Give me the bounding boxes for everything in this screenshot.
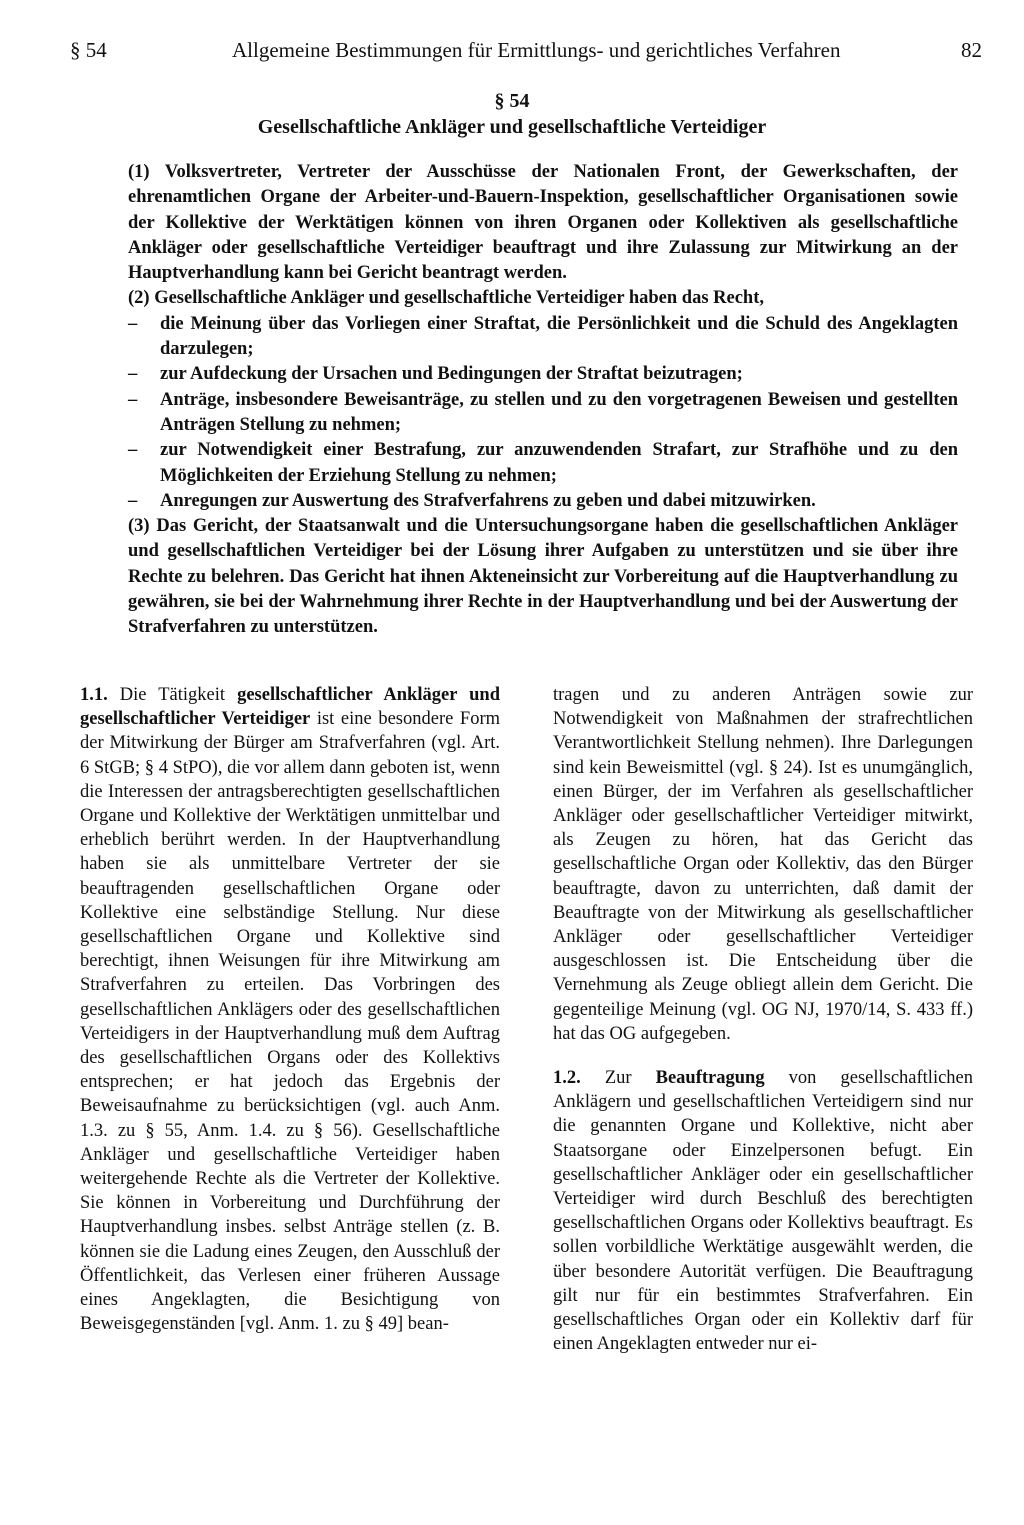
section-heading: Gesellschaftliche Ankläger und gesellschaftliche Verteidiger [257, 116, 767, 138]
note-number: 1.2. [553, 1068, 581, 1089]
running-header [0, 38, 1024, 68]
note-1-1 [80, 683, 500, 1336]
list-item-text: zur Aufdeckung der Ursachen und Bedingungen der Straftat beizutragen; [160, 364, 743, 385]
dash-bullet: – [128, 440, 138, 461]
list-item [128, 388, 958, 439]
list-item-text: zur Notwendigkeit einer Bestrafung, zur anzuwendenden Strafart, zur Strafhöhe und zu den Möglichkeiten der Erziehung Stellung zu nehmen; [160, 440, 958, 486]
list-item [128, 489, 958, 514]
list-item [128, 362, 958, 387]
note-keyword: gesellschaftlicher Ankläger und gesellschaftlicher Verteidiger [80, 685, 500, 730]
list-item-text: Anträge, insbesondere Beweisanträge, zu stellen und zu den vorgetragenen Beweisen und gestellten Anträgen Stellung zu nehmen; [160, 389, 958, 435]
dash-bullet: – [128, 313, 138, 334]
statute-text [128, 160, 958, 641]
note-lead: Die Tätigkeit [107, 685, 238, 705]
statute-paragraph-1: (1) Volksvertreter, Vertreter der Ausschüsse der Nationalen Front, der Gewerkschaften, der ehrenamtlichen Organe der Arbeiter-und-Bauern-Inspektion, gesellschaftlicher Organisationen sowie der Kollektive der Werktätigen können von ihren Organen oder Kollektiven als gesellschaftliche Ankläger oder gesellschaftliche Verteidiger beauftragt und ihre Zulassung zur Mitwirkung an der Hauptverhandlung kann bei Gericht beantragt werden. [128, 162, 958, 284]
statute-paragraph-3: (3) Das Gericht, der Staatsanwalt und die Untersuchungsorgane haben die gesellschaftlichen Ankläger und gesellschaftlichen Verteidiger bei der Lösung ihrer Aufgaben zu unterstützen und sie über ihre Rechte zu belehren. Das Gericht hat ihnen Akteneinsicht zur Vorbereitung auf die Hauptverhandlung zu gewähren, sie bei der Wahrnehmung ihrer Rechte in der Hauptverhandlung und bei der Auswertung der Strafverfahren zu unterstützen. [128, 516, 958, 638]
rights-list [128, 312, 958, 514]
section-title [0, 88, 1024, 140]
header-running-title: Allgemeine Bestimmungen für Ermittlungs- und gerichtliches Verfahren [232, 38, 841, 62]
commentary-right-column [553, 683, 973, 1356]
list-item [128, 438, 958, 489]
dash-bullet: – [128, 490, 138, 511]
note-1-2 [553, 1066, 973, 1356]
note-text: ist eine besondere Form der Mitwirkung der Bürger am Strafverfahren (vgl. Art. 6 StGB; § 4 StPO), die vor allem dann geboten ist, wenn die Interessen der antragsberechtigten gesellschaftlichen Organe und Kollektive der Werktätigen unmittelbar und erheblich berührt werden. In der Hauptverhandlung haben sie als unmittelbare Vertreter der sie beauftragenden gesellschaftlichen Organe oder Kollektive eine selbständige Stellung. Nur diese gesellschaftlichen Organe und Kollektive sind berechtigt, ihnen Weisungen für ihre Mitwirkung am Strafverfahren zu erteilen. Das Vorbringen des gesellschaftlichen Anklägers oder des gesellschaftlichen Verteidigers in der Hauptverhandlung muß dem Auftrag des gesellschaftlichen Organs oder des Kollektivs entsprechen; er hat jedoch das Ergebnis der Beweisaufnahme zu berücksichtigen (vgl. auch Anm. 1.3. zu § 55, Anm. 1.4. zu § 56). Gesellschaftliche Ankläger und gesellschaftliche Verteidiger haben weitergehende Rechte als die Vertreter der Kollektive. Sie können in Vorbereitung und Durchführung der Hauptverhandlung insbes. selbst Anträge stellen (z. B. können sie die Ladung eines Zeugen, den Ausschluß der Öffentlichkeit, das Verlesen einer früheren Aussage eines Angeklagten, die Besichtigung von Beweisgegenständen [vgl. Anm. 1. zu § 49] bean- [80, 709, 500, 1335]
note-number: 1.1. [80, 685, 108, 705]
list-item-text: die Meinung über das Vorliegen einer Straftat, die Persönlichkeit und die Schuld des Angeklagten darzulegen; [160, 313, 958, 360]
note-lead: Zur [580, 1068, 656, 1089]
list-item [128, 312, 958, 363]
paragraph-number: § 54 [494, 90, 530, 112]
statute-paragraph-2-intro: (2) Gesellschaftliche Ankläger und gesellschaftliche Verteidiger haben das Recht, [128, 288, 765, 309]
note-keyword: Beauftragung [655, 1068, 765, 1089]
note-text: von gesellschaftlichen Anklägern und gesellschaftlichen Verteidigern sind nur die genannten Organe und Kollektive, nicht aber Staatsorgane oder Einzelpersonen befugt. Ein gesellschaftlicher Ankläger oder ein gesellschaftlicher Verteidiger wird durch Beschluß des berechtigten gesellschaftlichen Organs oder Kollektivs beauftragt. Es sollen vorbildliche Werktätige ausgewählt werden, die über besondere Autorität verfügen. Die Beauftragung gilt nur für ein bestimmtes Strafverfahren. Ein gesellschaftliches Organ oder ein Kollektiv darf für einen Angeklagten entweder nur ei- [553, 1068, 974, 1355]
note-1-1-continued: tragen und zu anderen Anträgen sowie zur Notwendigkeit von Maßnahmen der strafrechtlichen Verantwortlichkeit Stellung nehmen). Ihre Darlegungen sind kein Beweismittel (vgl. § 24). Ist es unumgänglich, einen Bürger, der im Verfahren als gesellschaftlicher Ankläger oder gesellschaftlicher Verteidiger mitwirkt, als Zeugen zu hören, hat das Gericht das gesellschaftliche Organ oder Kollektiv, das den Bürger beauftragte, davon zu unterrichten, daß damit der Beauftragte von der Mitwirkung als gesellschaftlicher Ankläger oder gesellschaftlicher Verteidiger ausgeschlossen ist. Die Entscheidung über die Vernehmung als Zeuge obliegt allein dem Gericht. Die gegenteilige Meinung (vgl. OG NJ, 1970/14, S. 433 ff.) hat das OG aufgegeben. [553, 685, 973, 1044]
page-number: 82 [961, 38, 982, 62]
list-item-text: Anregungen zur Auswertung des Strafverfahrens zu geben und dabei mitzuwirken. [160, 490, 816, 511]
header-section-marker: § 54 [70, 38, 107, 62]
dash-bullet: – [128, 364, 138, 385]
commentary-left-column [80, 683, 500, 1336]
dash-bullet: – [128, 389, 138, 410]
